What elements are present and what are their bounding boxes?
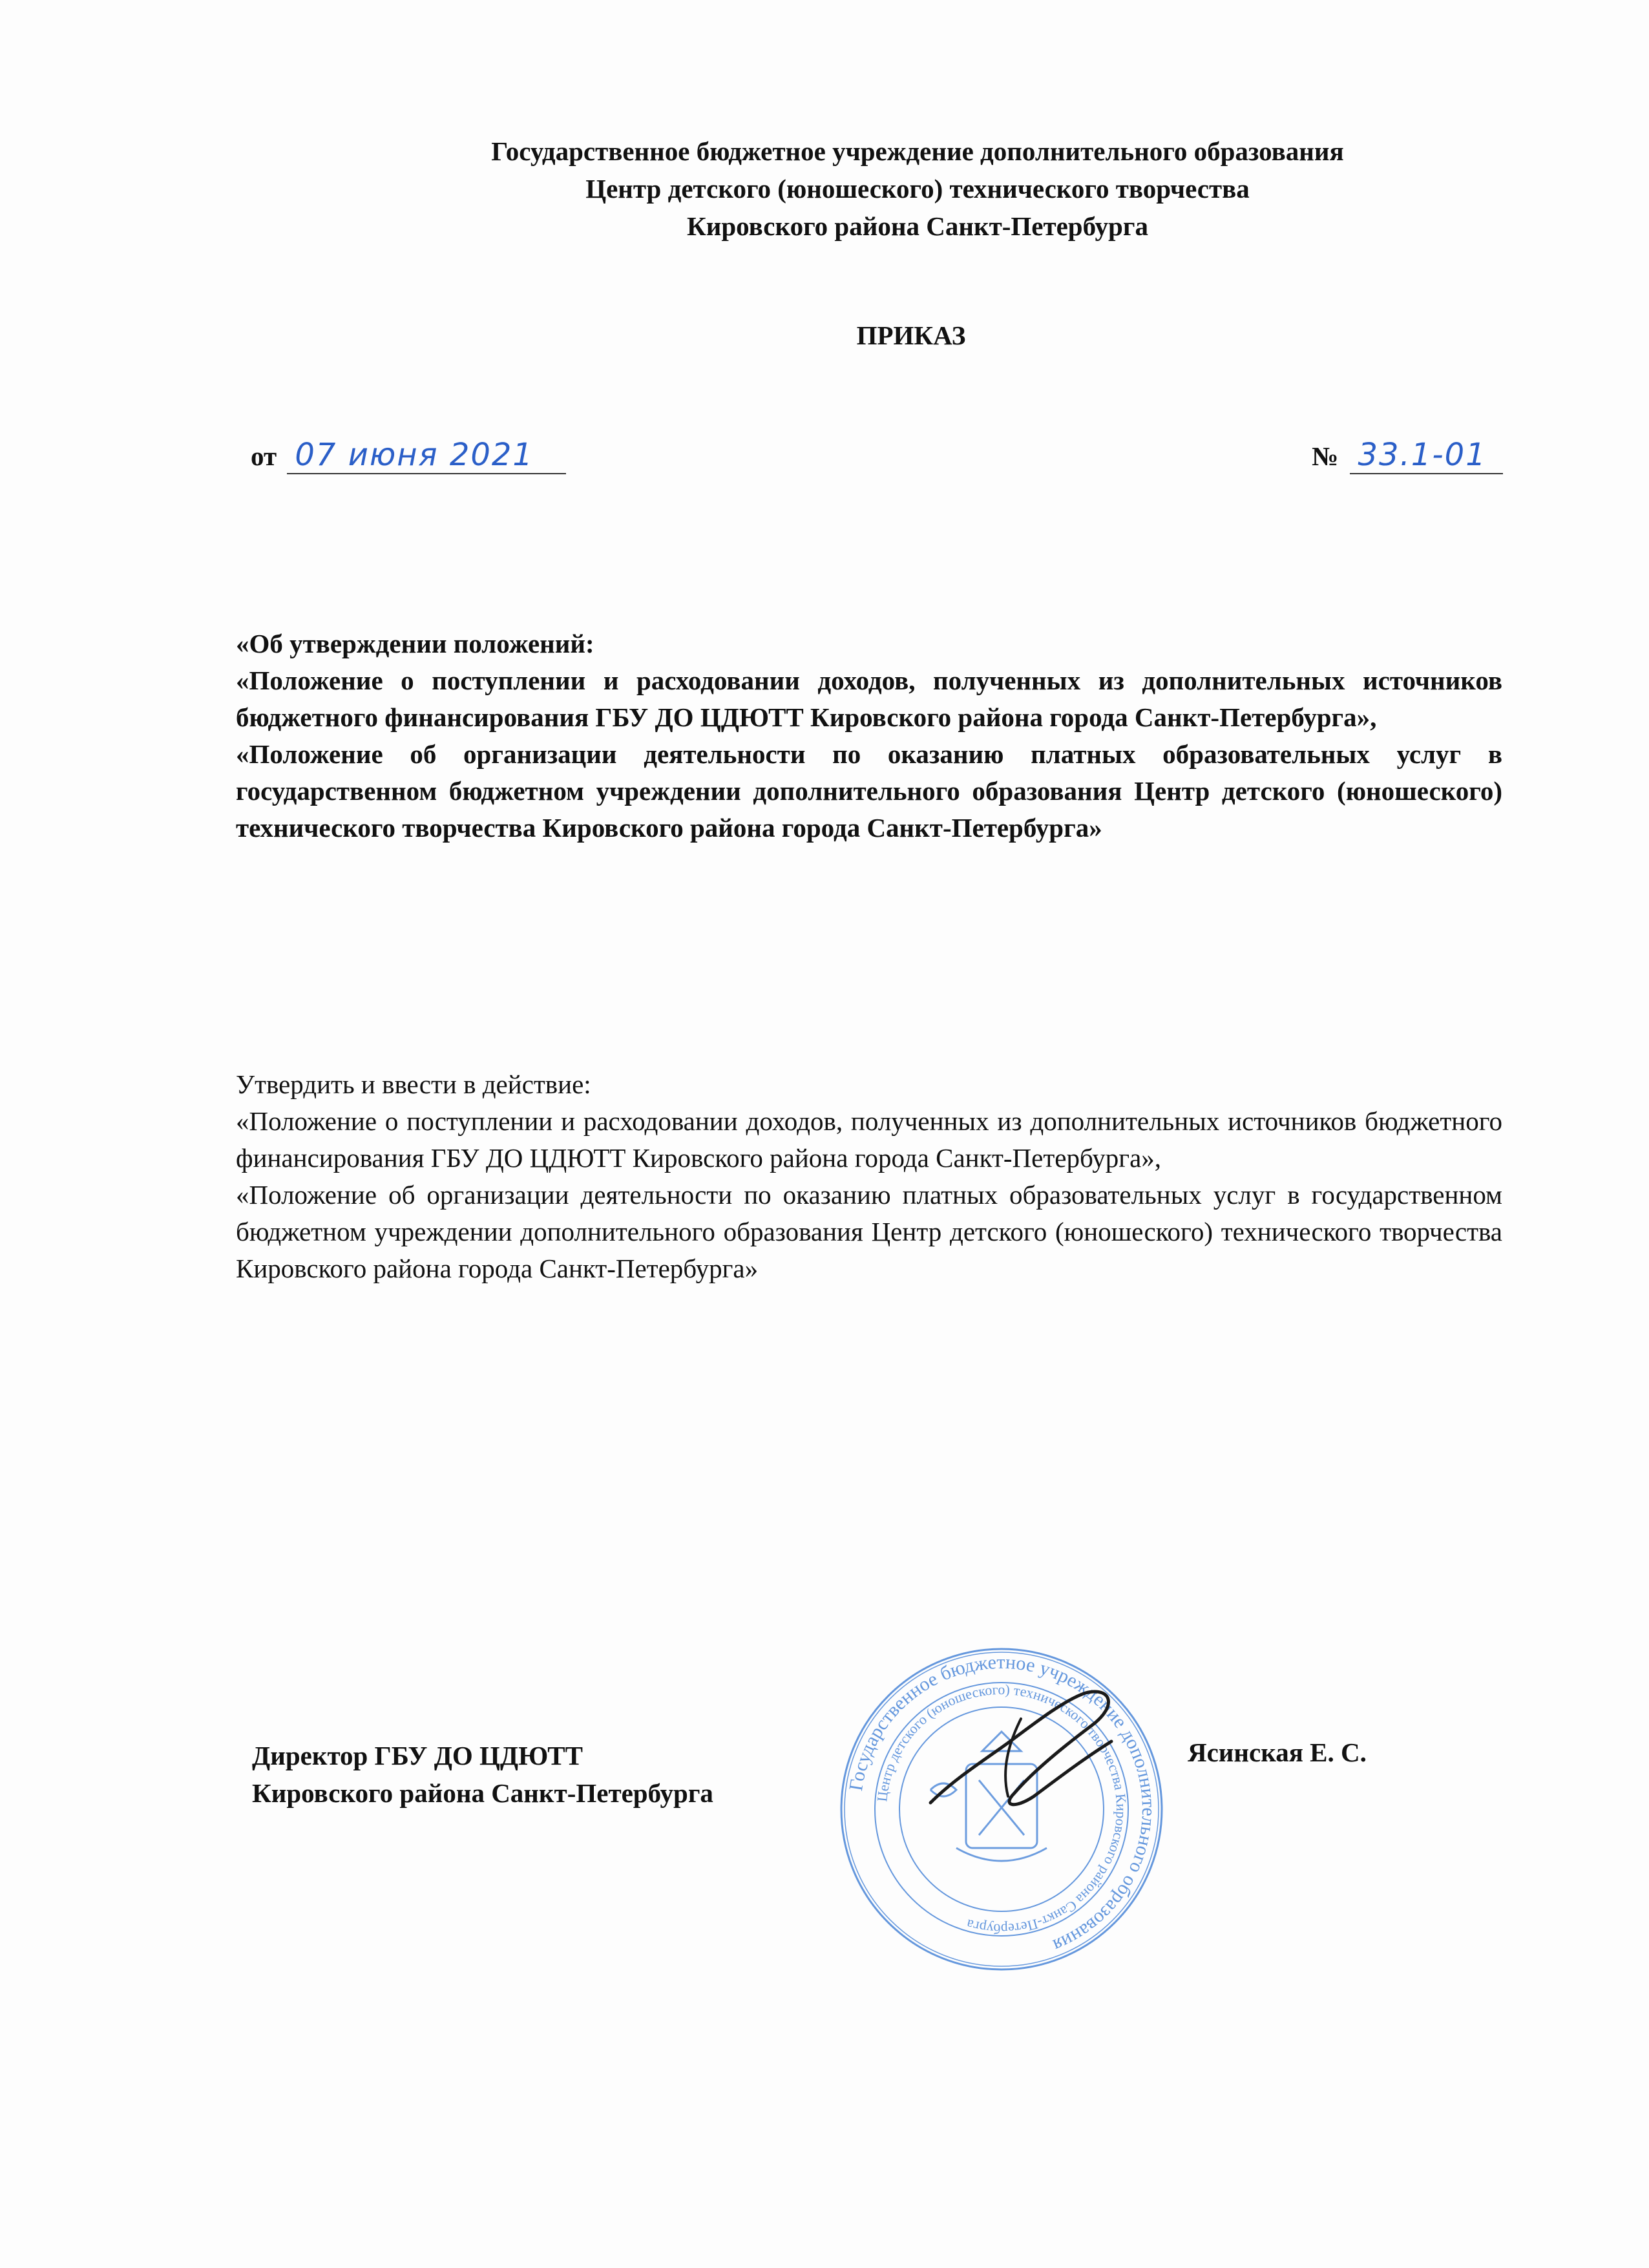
organization-header — [362, 132, 1473, 245]
order-number — [1312, 437, 1503, 474]
signatory-position — [252, 1737, 713, 1812]
date-value: 07 июня 2021 — [287, 437, 566, 474]
date-prefix: от — [251, 441, 277, 471]
header-line-1: Государственное бюджетное учреждение дополнительного образования — [491, 136, 1344, 166]
seal-outer-text: Государственное бюджетное учреждение дополнительного образования — [845, 1651, 1160, 1957]
position-line-2: Кировского района Санкт-Петербурга — [252, 1778, 713, 1808]
order-subject — [236, 625, 1502, 846]
header-line-2: Центр детского (юношеского) технического творчества — [585, 174, 1250, 204]
order-date — [251, 437, 566, 474]
number-prefix: № — [1312, 441, 1339, 471]
document-title: ПРИКАЗ — [856, 320, 966, 350]
body-intro: Утвердить и ввести в действие: — [236, 1069, 591, 1099]
number-value: 33.1-01 — [1350, 437, 1503, 474]
order-body — [236, 1066, 1502, 1287]
subject-item-2: «Положение об организации деятельности по оказанию платных образовательных услуг в государственном бюджетном учреждении дополнительного образования Центр детского (юношеского) технического творчества Кировского района города Санкт-Петербурга» — [236, 739, 1502, 843]
body-item-2: «Положение об организации деятельности по оказанию платных образовательных услуг в государственном бюджетном учреждении дополнительного образования Центр детского (юношеского) технического творчества Кировского района города Санкт-Петербурга» — [236, 1180, 1502, 1283]
seal-inner-text: Центр детского (юношеского) технического творчества Кировского района Санкт-Петербурга — [874, 1681, 1130, 1938]
handwritten-signature — [918, 1680, 1137, 1822]
subject-item-1: «Положение о поступлении и расходовании доходов, полученных из дополнительных источников бюджетного финансирования ГБУ ДО ЦДЮТТ Кировского района города Санкт-Петербурга», — [236, 666, 1502, 732]
subject-intro: «Об утверждении положений: — [236, 629, 594, 658]
signatory-name: Ясинская Е. С. — [1188, 1738, 1367, 1767]
body-item-1: «Положение о поступлении и расходовании доходов, полученных из дополнительных источников бюджетного финансирования ГБУ ДО ЦДЮТТ Кировского района города Санкт-Петербурга», — [236, 1106, 1502, 1173]
position-line-1: Директор ГБУ ДО ЦДЮТТ — [252, 1741, 583, 1770]
header-line-3: Кировского района Санкт-Петербурга — [687, 211, 1148, 241]
